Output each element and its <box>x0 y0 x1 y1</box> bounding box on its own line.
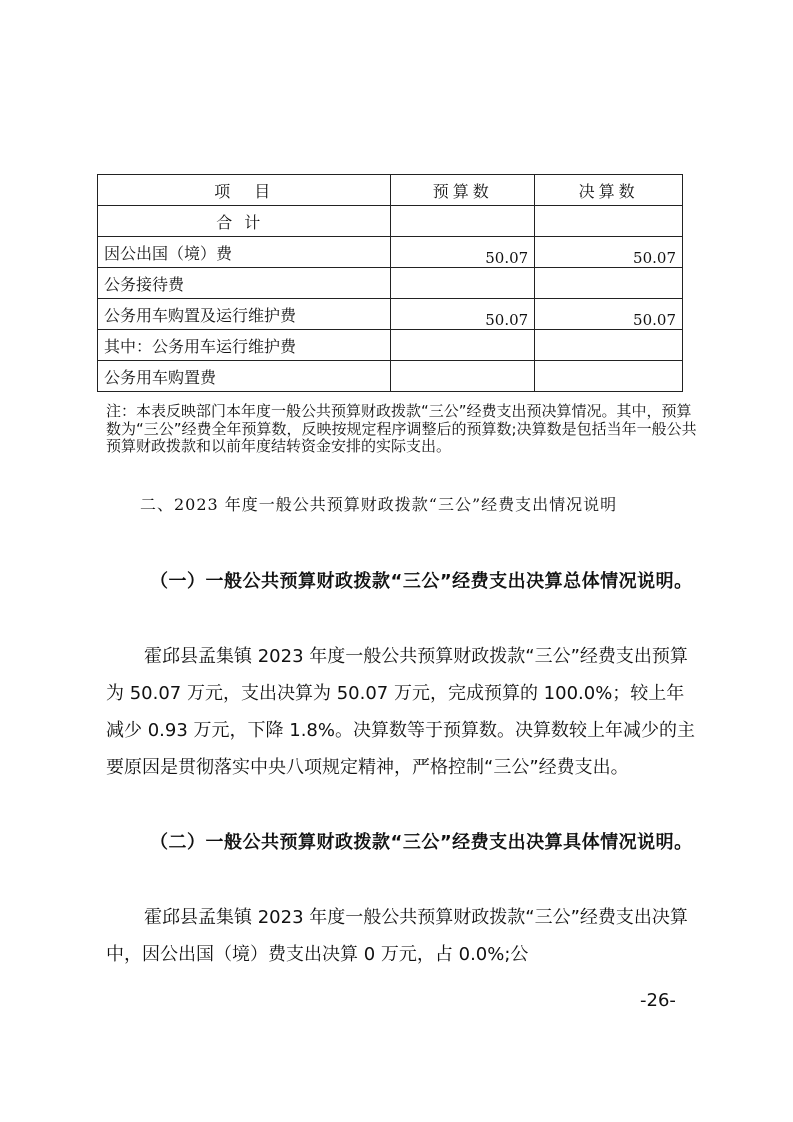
section-title: 二、2023 年度一般公共预算财政拨款“三公”经费支出情况说明 <box>140 495 618 514</box>
table-row <box>98 268 683 299</box>
row-label: 因公出国（境）费 <box>98 237 391 268</box>
row-final <box>535 330 683 361</box>
row-budget: 50.07 <box>391 237 535 268</box>
row-budget <box>391 361 535 392</box>
page-number: -26- <box>640 990 676 1011</box>
table-row <box>98 330 683 361</box>
col-header-final: 决算数 <box>535 175 683 206</box>
table-total-row <box>98 206 683 237</box>
table-note: 注：本表反映部门本年度一般公共预算财政拨款“三公”经费支出预决算情况。其中，预算数为“三公”经费全年预算数，反映按规定程序调整后的预算数;决算数是包括当年一般公共预算财政拨款和以前年度结转资金安排的实际支出。 <box>106 402 697 455</box>
col-header-budget: 预算数 <box>391 175 535 206</box>
subsection-2-heading: （二）一般公共预算财政拨款“三公”经费支出决算具体情况说明。 <box>150 832 693 853</box>
row-budget <box>391 268 535 299</box>
subsection-2-body: 霍邱县孟集镇 2023 年度一般公共预算财政拨款“三公”经费支出决算中，因公出国（境）费支出决算 0 万元，占 0.0%;公 <box>106 907 688 965</box>
total-label: 合计 <box>98 206 391 237</box>
row-final <box>535 361 683 392</box>
row-final: 50.07 <box>535 237 683 268</box>
total-final <box>535 206 683 237</box>
total-budget <box>391 206 535 237</box>
subsection-1-heading: （一）一般公共预算财政拨款“三公”经费支出决算总体情况说明。 <box>150 571 693 592</box>
row-final <box>535 268 683 299</box>
col-header-item: 项 目 <box>98 175 391 206</box>
row-budget: 50.07 <box>391 299 535 330</box>
row-budget <box>391 330 535 361</box>
row-label: 公务用车购置费 <box>98 361 391 392</box>
table-row <box>98 299 683 330</box>
table-row <box>98 361 683 392</box>
row-label: 公务用车购置及运行维护费 <box>98 299 391 330</box>
sangong-expense-table <box>97 174 683 392</box>
table-header-row <box>98 175 683 206</box>
row-final: 50.07 <box>535 299 683 330</box>
row-label: 公务接待费 <box>98 268 391 299</box>
row-label: 其中：公务用车运行维护费 <box>98 330 391 361</box>
table-row <box>98 237 683 268</box>
subsection-1-body: 霍邱县孟集镇 2023 年度一般公共预算财政拨款“三公”经费支出预算为 50.07 万元，支出决算为 50.07 万元，完成预算的 100.0%；较上年减少 0.93 万元，下降 1.8%。决算数等于预算数。决算数较上年减少的主要原因是贯彻落实中央八项规定精神，严格控制“三公”经费支出。 <box>106 646 695 778</box>
